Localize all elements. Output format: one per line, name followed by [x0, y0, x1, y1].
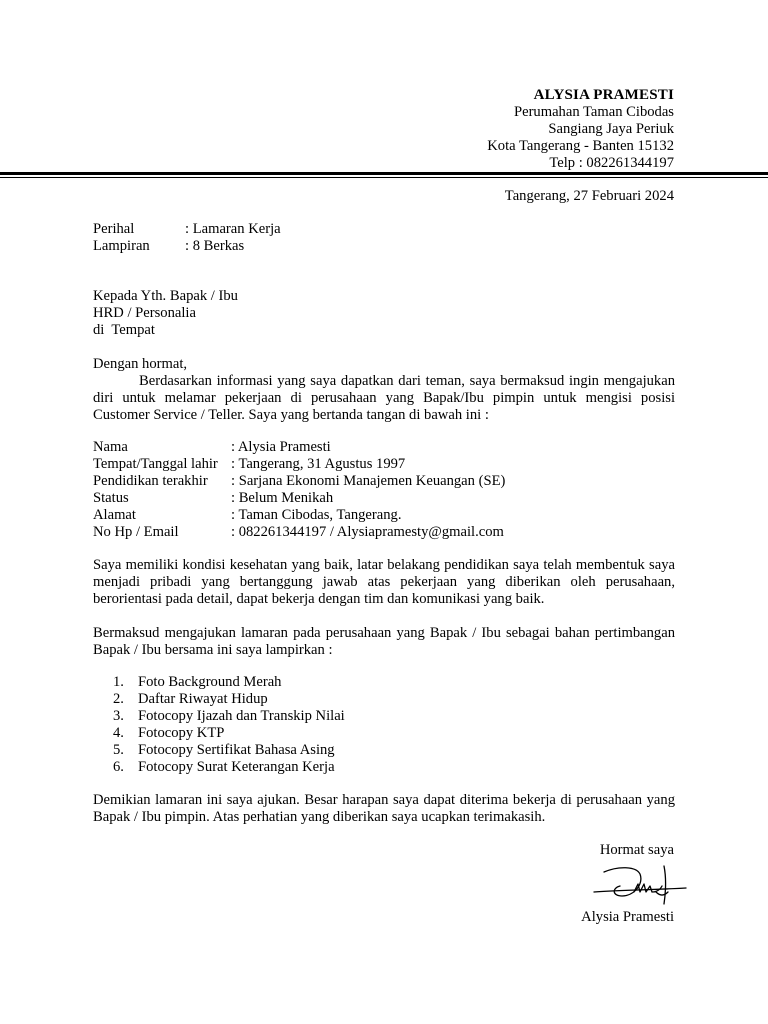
list-number: 6.	[113, 759, 124, 775]
detail-row	[93, 524, 505, 541]
detail-row	[93, 507, 505, 524]
list-text: Fotocopy KTP	[138, 725, 225, 741]
list-item	[93, 708, 345, 725]
perihal-row	[93, 221, 281, 238]
list-number: 3.	[113, 708, 124, 724]
header-divider-thick	[0, 172, 768, 175]
perihal-value: : Lamaran Kerja	[185, 221, 281, 237]
attachment-list	[93, 674, 345, 776]
sender-address-line2: Sangiang Jaya Periuk	[548, 121, 674, 137]
sender-name: ALYSIA PRAMESTI	[533, 87, 674, 103]
list-number: 2.	[113, 691, 124, 707]
detail-value: : Taman Cibodas, Tangerang.	[231, 507, 402, 523]
detail-value: : Alysia Pramesti	[231, 439, 331, 455]
detail-label: Nama	[93, 439, 128, 455]
detail-value: : Belum Menikah	[231, 490, 334, 506]
list-item	[93, 691, 345, 708]
detail-label: Tempat/Tanggal lahir	[93, 456, 218, 472]
recipient-line2: HRD / Personalia	[93, 305, 196, 321]
personal-details	[93, 439, 505, 541]
handwritten-signature	[590, 862, 694, 906]
recipient-line3: di Tempat	[93, 322, 155, 338]
detail-label: Status	[93, 490, 129, 506]
perihal-label: Perihal	[93, 221, 135, 237]
lampiran-label: Lampiran	[93, 238, 150, 254]
letter-date: Tangerang, 27 Februari 2024	[504, 188, 674, 204]
list-item	[93, 674, 345, 691]
detail-label: Pendidikan terakhir	[93, 473, 208, 489]
intro-paragraph: Berdasarkan informasi yang saya dapatkan dari teman, saya bermaksud ingin mengajukan diri untuk melamar pekerjaan di perusahaan yang Bapak/Ibu pimpin untuk mengisi posisi Customer Service / Teller. Saya yang bertanda tangan di bawah ini :	[93, 373, 675, 423]
list-number: 4.	[113, 725, 124, 741]
detail-label: Alamat	[93, 507, 136, 523]
detail-value: : Tangerang, 31 Agustus 1997	[231, 456, 406, 472]
salutation: Dengan hormat,	[93, 356, 188, 372]
recipient-line1: Kepada Yth. Bapak / Ibu	[93, 288, 238, 304]
header-divider-thin	[0, 177, 768, 178]
list-text: Fotocopy Surat Keterangan Kerja	[138, 759, 335, 775]
list-item	[93, 725, 345, 742]
attachment-intro-paragraph: Bermaksud mengajukan lamaran pada perusahaan yang Bapak / Ibu sebagai bahan pertimbangan Bapak / Ibu bersama ini saya lampirkan :	[93, 625, 675, 658]
detail-row	[93, 473, 505, 490]
closing-paragraph: Demikian lamaran ini saya ajukan. Besar harapan saya dapat diterima bekerja di perusahaan yang Bapak / Ibu pimpin. Atas perhatian yang diberikan saya ucapkan terimakasih.	[93, 792, 675, 825]
detail-value: : Sarjana Ekonomi Manajemen Keuangan (SE)	[231, 473, 506, 489]
lampiran-row	[93, 238, 281, 255]
signer-name: Alysia Pramesti	[581, 909, 674, 925]
list-text: Fotocopy Ijazah dan Transkip Nilai	[138, 708, 345, 724]
list-item	[93, 742, 345, 759]
letter-meta	[93, 221, 281, 255]
closing-phrase: Hormat saya	[599, 842, 674, 858]
list-item	[93, 759, 345, 776]
detail-row	[93, 490, 505, 507]
detail-value: : 082261344197 / Alysiapramesty@gmail.com	[231, 524, 504, 540]
sender-address-line3: Kota Tangerang - Banten 15132	[487, 138, 674, 154]
list-number: 5.	[113, 742, 124, 758]
detail-label: No Hp / Email	[93, 524, 179, 540]
list-number: 1.	[113, 674, 124, 690]
list-text: Foto Background Merah	[138, 674, 282, 690]
detail-row	[93, 456, 505, 473]
detail-row	[93, 439, 505, 456]
list-text: Fotocopy Sertifikat Bahasa Asing	[138, 742, 335, 758]
sender-phone: Telp : 082261344197	[549, 155, 674, 171]
sender-address-line1: Perumahan Taman Cibodas	[513, 104, 674, 120]
recipient-block	[93, 288, 238, 339]
lampiran-value: : 8 Berkas	[185, 238, 245, 254]
letterhead	[487, 87, 674, 172]
qualification-paragraph: Saya memiliki kondisi kesehatan yang baik, latar belakang pendidikan saya telah membentuk saya menjadi pribadi yang bertanggung jawab atas pekerjaan yang diberikan oleh perusahaan, berorientasi pada detail, dapat bekerja dengan tim dan komunikasi yang baik.	[93, 557, 675, 607]
list-text: Daftar Riwayat Hidup	[138, 691, 268, 707]
